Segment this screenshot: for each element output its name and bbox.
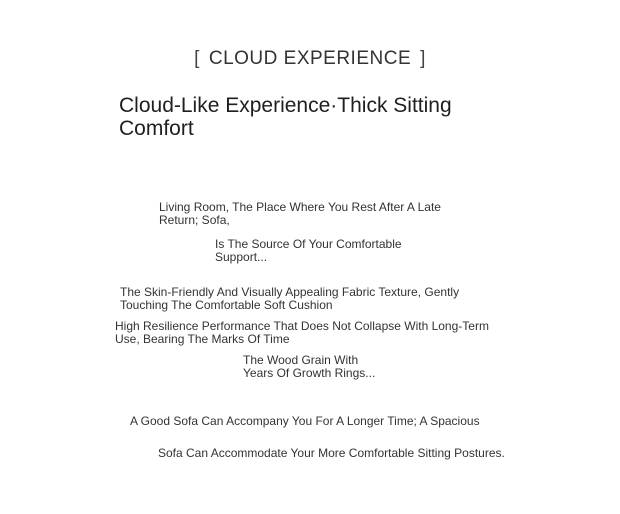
paragraph-living-room: Living Room, The Place Where You Rest After A Late Return; Sofa,	[159, 200, 441, 227]
section-badge	[0, 48, 620, 70]
paragraph-resilience: High Resilience Performance That Does Not Collapse With Long-Term Use, Bearing The Marks Of Time	[115, 319, 489, 346]
paragraph-support: Is The Source Of Your Comfortable Support...	[215, 237, 402, 264]
paragraph-spacious-sofa: Sofa Can Accommodate Your More Comfortable Sitting Postures.	[158, 446, 505, 460]
page-title: Cloud-Like Experience·Thick Sitting Comfort	[119, 94, 452, 140]
badge-label: CLOUD EXPERIENCE	[208, 48, 412, 69]
paragraph-fabric: The Skin-Friendly And Visually Appealing Fabric Texture, Gently Touching The Comfortable Soft Cushion	[120, 285, 460, 312]
badge-left-bracket: [	[194, 48, 200, 69]
badge-right-bracket: ]	[420, 48, 426, 69]
paragraph-good-sofa: A Good Sofa Can Accompany You For A Longer Time; A Spacious	[130, 414, 480, 428]
paragraph-wood-grain: The Wood Grain With Years Of Growth Rings...	[243, 353, 376, 380]
